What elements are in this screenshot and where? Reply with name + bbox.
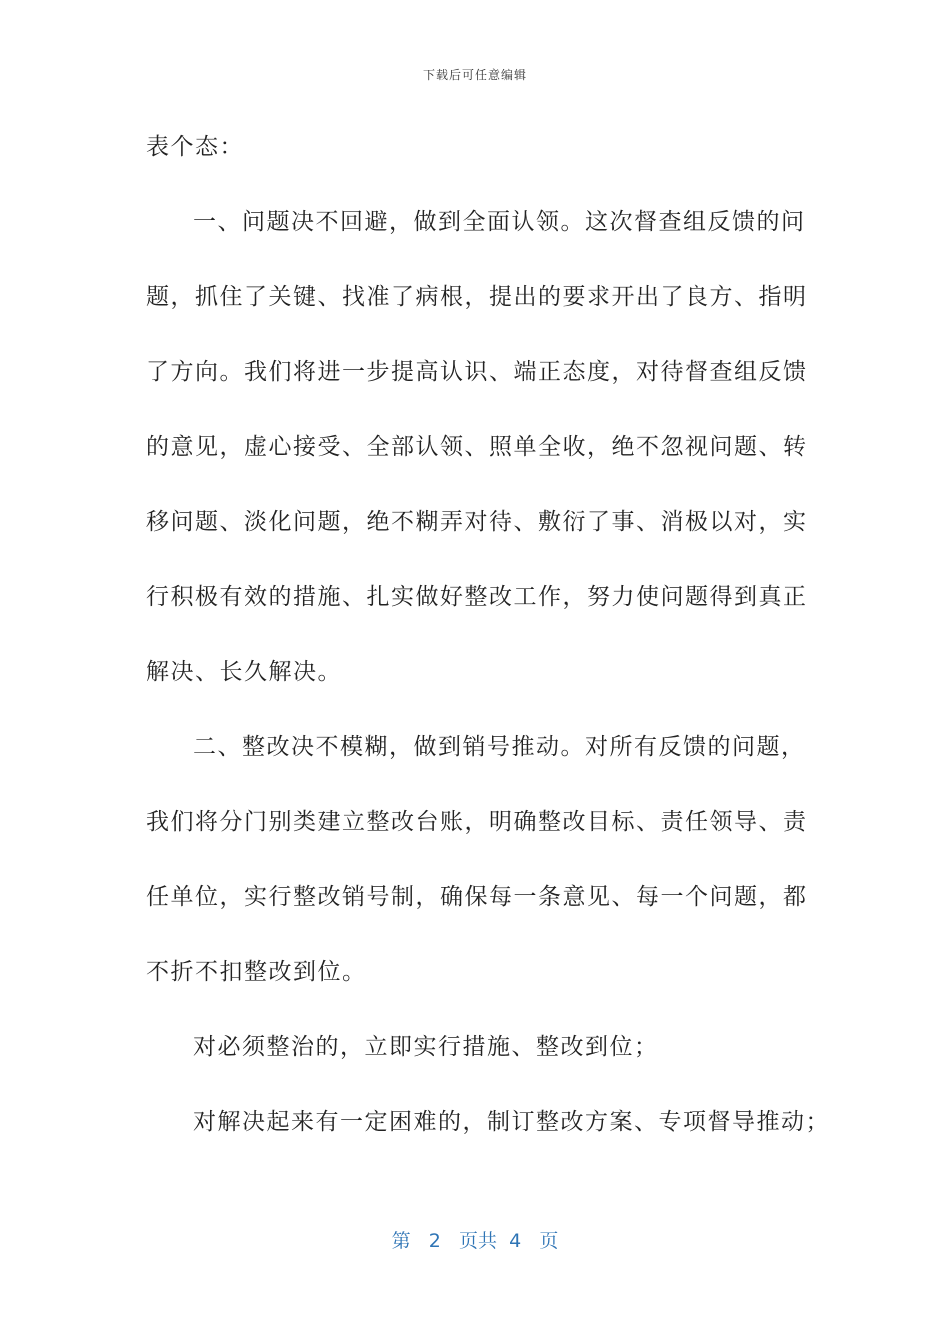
body-text	[146, 122, 830, 1172]
text-line: 题，抓住了关键、找准了病根，提出的要求开出了良方、指明	[146, 284, 808, 310]
footer-label-di: 第	[391, 1230, 411, 1252]
page-number-footer	[0, 1226, 950, 1253]
footer-current-page: 2	[428, 1230, 441, 1252]
footer-label-ye-gong: 页共	[459, 1230, 498, 1252]
header-note: 下载后可任意编辑	[422, 68, 527, 82]
paragraph-start-line: 对必须整治的，立即实行措施、整改到位；	[193, 1034, 659, 1060]
text-line: 了方向。我们将进一步提高认识、端正态度，对待督查组反馈	[146, 359, 808, 385]
text-line: 我们将分门别类建立整改台账，明确整改目标、责任领导、责	[146, 809, 808, 835]
text-line: 任单位，实行整改销号制，确保每一条意见、每一个问题，都	[146, 884, 808, 910]
text-line: 解决、长久解决。	[146, 659, 342, 685]
text-line: 表个态：	[146, 134, 244, 160]
text-line: 不折不扣整改到位。	[146, 959, 367, 985]
paragraph-start-line: 二、整改决不模糊，做到销号推动。对所有反馈的问题，	[193, 734, 806, 760]
paragraph-start-line: 一、问题决不回避，做到全面认领。这次督查组反馈的问	[193, 209, 806, 235]
footer-label-ye: 页	[539, 1230, 559, 1252]
text-line: 的意见，虚心接受、全部认领、照单全收，绝不忽视问题、转	[146, 434, 808, 460]
paragraph-start-line: 对解决起来有一定困难的，制订整改方案、专项督导推动；	[193, 1109, 830, 1135]
footer-total-pages: 4	[509, 1230, 522, 1252]
text-line: 移问题、淡化问题，绝不糊弄对待、敷衍了事、消极以对，实	[146, 509, 808, 535]
text-line: 行积极有效的措施、扎实做好整改工作，努力使问题得到真正	[146, 584, 808, 610]
